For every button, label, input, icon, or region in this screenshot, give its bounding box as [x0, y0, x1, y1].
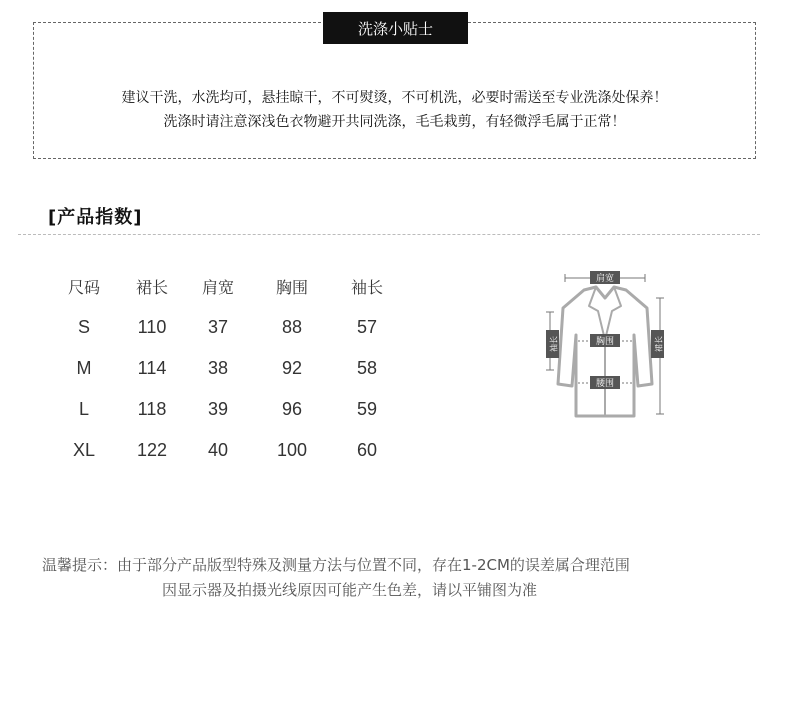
size-cell: XL [72, 440, 96, 460]
measurement-note [0, 553, 790, 603]
length-label: 裙长 [654, 336, 664, 352]
header-shoulder: 肩宽 [201, 278, 234, 297]
length-cell: 114 [137, 358, 167, 378]
waist-label: 腰围 [595, 379, 615, 389]
header-size: 尺码 [67, 278, 100, 297]
shoulder-cell: 38 [207, 358, 229, 378]
product-index-heading: [产品指数] [48, 207, 143, 228]
note-line-2: 因显示器及拍摄光线原因可能产生色差，请以平铺图为准 [162, 581, 538, 599]
sleeve-label: 袖长 [549, 336, 559, 352]
shoulder-cell: 37 [207, 317, 229, 337]
size-cell: L [78, 399, 89, 419]
length-cell: 122 [136, 440, 168, 460]
table-row [52, 307, 398, 348]
table-row [52, 348, 398, 389]
size-table-header-row [52, 266, 398, 307]
coat-outline-icon [558, 287, 652, 416]
length-cell: 118 [137, 399, 167, 419]
washing-tips-line-1: 建议干洗，水洗均可，悬挂晾干，不可熨烫，不可机洗，必要时需送至专业洗涤处保养！ [121, 90, 668, 106]
washing-tips-title: 洗涤小贴士 [323, 12, 468, 44]
chest-cell: 100 [276, 440, 308, 460]
chest-label: 胸围 [595, 337, 615, 347]
section-divider [18, 234, 760, 235]
header-length: 裙长 [135, 278, 168, 297]
washing-tips-line-2: 洗涤时请注意深浅色衣物避开共同洗涤，毛毛栽剪，有轻微浮毛属于正常！ [163, 114, 626, 130]
coat-measurement-diagram [546, 268, 664, 420]
shoulder-cell: 40 [207, 440, 229, 460]
header-chest: 胸围 [275, 278, 308, 297]
sleeve-cell: 57 [356, 317, 378, 337]
size-cell: M [76, 358, 92, 378]
washing-tips-text [33, 86, 756, 134]
table-row [52, 430, 398, 471]
chest-cell: 88 [281, 317, 303, 337]
sleeve-cell: 60 [356, 440, 378, 460]
chest-cell: 96 [281, 399, 303, 419]
header-sleeve: 袖长 [350, 278, 383, 297]
sleeve-cell: 59 [356, 399, 378, 419]
chest-cell: 92 [281, 358, 303, 378]
size-cell: S [77, 317, 90, 337]
shoulder-label: 肩宽 [595, 274, 615, 284]
shoulder-cell: 39 [207, 399, 229, 419]
size-table [52, 266, 398, 471]
note-line-1: 温馨提示：由于部分产品版型特殊及测量方法与位置不同，存在1-2CM的误差属合理范围 [42, 556, 630, 574]
length-cell: 110 [137, 317, 167, 337]
sleeve-cell: 58 [356, 358, 378, 378]
table-row [52, 389, 398, 430]
